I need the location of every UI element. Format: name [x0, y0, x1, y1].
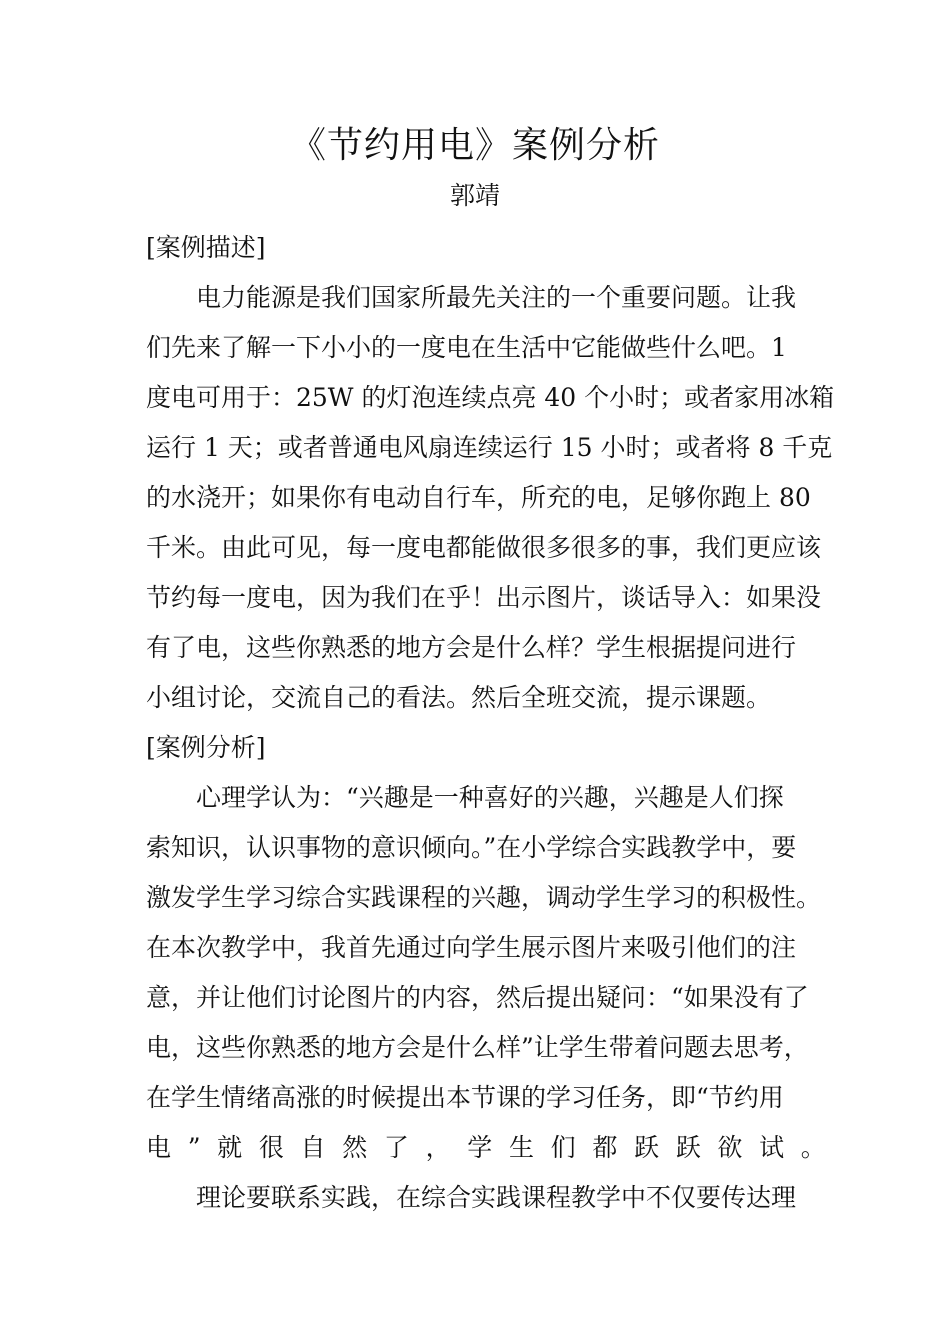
paragraph-line: 的水浇开；如果你有电动自行车，所充的电，足够你跑上 80: [146, 483, 811, 512]
paragraph-line: 在本次教学中，我首先通过向学生展示图片来吸引他们的注: [146, 933, 797, 962]
justified-char: 学: [467, 1133, 493, 1162]
justified-char: ”: [187, 1133, 201, 1162]
justified-char: 欲: [717, 1133, 743, 1162]
paragraph-line: 激发学生学习综合实践课程的兴趣，调动学生学习的积极性。: [146, 883, 822, 912]
paragraph-line: 千米。由此可见，每一度电都能做很多很多的事，我们更应该: [146, 533, 822, 562]
justified-char: 了: [383, 1133, 409, 1162]
justified-char: 跃: [675, 1133, 701, 1162]
section-heading-analysis: [案例分析]: [146, 733, 266, 762]
justified-char: 生: [508, 1133, 534, 1162]
justified-char: 然: [342, 1133, 368, 1162]
justified-char: 们: [550, 1133, 576, 1162]
justified-char: 。: [800, 1133, 826, 1162]
paragraph-line: 小组讨论，交流自己的看法。然后全班交流，提示课题。: [146, 683, 772, 712]
paragraph-line: 心理学认为：“兴趣是一种喜好的兴趣，兴趣是人们探: [196, 783, 784, 812]
justified-char: 电: [146, 1133, 172, 1162]
justified-char: 跃: [634, 1133, 660, 1162]
paragraph-line: 在学生情绪高涨的时候提出本节课的学习任务，即“节约用: [146, 1083, 784, 1112]
justified-char: 试: [759, 1133, 785, 1162]
document-title: 《节约用电》案例分析: [289, 125, 660, 166]
paragraph-line: 理论要联系实践，在综合实践课程教学中不仅要传达理: [196, 1183, 797, 1212]
justified-char: 自: [300, 1133, 326, 1162]
paragraph-line: 们先来了解一下小小的一度电在生活中它能做些什么吧。1: [146, 333, 787, 362]
paragraph-line: 电，这些你熟悉的地方会是什么样”让学生带着问题去思考，: [146, 1033, 809, 1062]
author-name: 郭靖: [449, 181, 500, 210]
paragraph-line: 索知识，认识事物的意识倾向。”在小学综合实践教学中，要: [146, 833, 797, 862]
section-heading-description: [案例描述]: [146, 233, 266, 262]
paragraph-line: 运行 1 天；或者普通电风扇连续运行 15 小时；或者将 8 千克: [146, 433, 833, 462]
justified-char: ，: [425, 1133, 451, 1162]
paragraph-line: 节约每一度电，因为我们在乎！出示图片，谈话导入：如果没: [146, 583, 822, 612]
paragraph-line: 有了电，这些你熟悉的地方会是什么样？学生根据提问进行: [146, 633, 797, 662]
paragraph-line-justified: [146, 1123, 826, 1173]
justified-char: 就: [217, 1133, 243, 1162]
justified-char: 都: [592, 1133, 618, 1162]
paragraph-line: 电力能源是我们国家所最先关注的一个重要问题。让我: [196, 283, 797, 312]
paragraph-line: 意，并让他们讨论图片的内容，然后提出疑问：“如果没有了: [146, 983, 809, 1012]
justified-char: 很: [258, 1133, 284, 1162]
paragraph-line: 度电可用于：25W 的灯泡连续点亮 40 个小时；或者家用冰箱: [146, 383, 835, 412]
